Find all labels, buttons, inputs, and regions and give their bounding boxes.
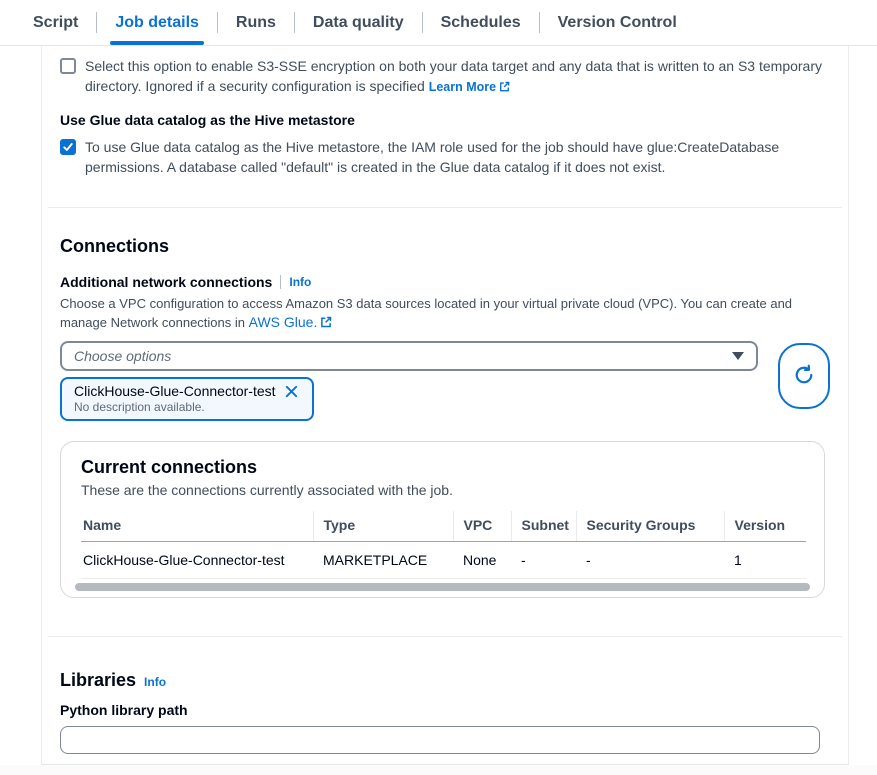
hive-metastore-heading: Use Glue data catalog as the Hive metastore bbox=[60, 112, 355, 128]
cell-type: MARKETPLACE bbox=[313, 542, 453, 579]
libraries-info-link[interactable]: Info bbox=[144, 675, 167, 689]
tab-schedules[interactable]: Schedules bbox=[440, 13, 521, 31]
s3-sse-encryption-checkbox[interactable] bbox=[60, 58, 76, 74]
dismiss-token-icon[interactable] bbox=[284, 384, 299, 399]
libraries-heading: Libraries bbox=[60, 670, 137, 690]
tab-divider bbox=[217, 12, 218, 33]
additional-network-connections-label-row bbox=[60, 274, 830, 290]
connections-heading: Connections bbox=[60, 236, 170, 256]
learn-more-link[interactable] bbox=[429, 80, 510, 94]
current-connections-table bbox=[81, 511, 806, 579]
hive-metastore-row bbox=[60, 137, 830, 177]
refresh-button[interactable] bbox=[778, 343, 830, 409]
table-row bbox=[81, 542, 806, 579]
refresh-icon bbox=[793, 364, 815, 389]
aws-glue-link[interactable] bbox=[249, 314, 333, 330]
tab-data-quality[interactable]: Data quality bbox=[312, 13, 404, 31]
section-divider bbox=[48, 636, 842, 637]
current-connections-heading: Current connections bbox=[81, 457, 258, 477]
horizontal-scrollbar[interactable] bbox=[75, 581, 810, 593]
connections-info-link[interactable]: Info bbox=[289, 275, 312, 289]
column-header-type: Type bbox=[313, 511, 453, 542]
label-info-divider bbox=[280, 275, 281, 289]
cell-version: 1 bbox=[724, 542, 806, 579]
cell-name: ClickHouse-Glue-Connector-test bbox=[81, 542, 313, 579]
token-label: ClickHouse-Glue-Connector-test bbox=[74, 383, 276, 399]
cell-security-groups: - bbox=[576, 542, 724, 579]
column-header-vpc: VPC bbox=[453, 511, 511, 542]
python-library-path-input[interactable] bbox=[60, 726, 820, 754]
tab-divider bbox=[96, 12, 97, 33]
connections-description-text: Choose a VPC configuration to access Amazon S3 data sources located in your virtual private cloud (VPC). You can create and manage Network connections in bbox=[60, 296, 793, 330]
python-library-path-label: Python library path bbox=[60, 702, 188, 718]
cell-subnet: - bbox=[511, 542, 576, 579]
aws-glue-link-label: AWS Glue. bbox=[248, 314, 318, 330]
job-details-panel bbox=[41, 46, 849, 765]
s3-sse-encryption-row bbox=[60, 56, 830, 98]
cell-vpc: None bbox=[453, 542, 511, 579]
connections-select[interactable] bbox=[60, 341, 758, 371]
connections-description bbox=[60, 295, 822, 332]
external-link-icon bbox=[499, 78, 510, 98]
tab-job-details[interactable]: Job details bbox=[112, 0, 202, 45]
scrollbar-thumb[interactable] bbox=[75, 583, 810, 591]
tab-divider bbox=[294, 12, 295, 33]
selected-connection-token bbox=[60, 377, 314, 421]
connections-select-placeholder: Choose options bbox=[74, 348, 172, 364]
table-header-row bbox=[81, 511, 806, 542]
page-bottom-gutter bbox=[0, 765, 877, 775]
column-header-security-groups: Security Groups bbox=[576, 511, 724, 542]
section-divider bbox=[48, 207, 842, 208]
tab-script[interactable]: Script bbox=[33, 13, 79, 31]
chevron-down-icon bbox=[732, 352, 744, 360]
hive-metastore-checkbox[interactable] bbox=[60, 139, 76, 155]
current-connections-subtitle: These are the connections currently associated with the job. bbox=[81, 482, 453, 498]
check-icon bbox=[62, 141, 74, 153]
connections-select-row bbox=[60, 341, 830, 371]
tab-divider bbox=[539, 12, 540, 33]
learn-more-label: Learn More bbox=[428, 80, 497, 94]
column-header-name: Name bbox=[81, 511, 313, 542]
tab-bar bbox=[0, 0, 877, 46]
column-header-version: Version bbox=[724, 511, 806, 542]
current-connections-card bbox=[60, 441, 825, 598]
additional-network-connections-label: Additional network connections bbox=[60, 274, 273, 290]
s3-sse-encryption-label bbox=[85, 56, 830, 98]
hive-metastore-label: To use Glue data catalog as the Hive metastore, the IAM role used for the job should have glue:CreateDatabase permissions. A database called "default" is created in the Glue data catalog if it does not exist. bbox=[85, 139, 780, 175]
external-link-icon bbox=[320, 314, 332, 332]
tab-version-control[interactable]: Version Control bbox=[557, 13, 677, 31]
token-description: No description available. bbox=[74, 400, 205, 414]
tab-runs[interactable]: Runs bbox=[235, 13, 276, 31]
column-header-subnet: Subnet bbox=[511, 511, 576, 542]
libraries-heading-row bbox=[60, 670, 830, 691]
tab-divider bbox=[422, 12, 423, 33]
s3-sse-encryption-text: Select this option to enable S3-SSE encryption on both your data target and any data that is written to an S3 temporary directory. Ignored if a security configuration is specified bbox=[85, 58, 823, 94]
